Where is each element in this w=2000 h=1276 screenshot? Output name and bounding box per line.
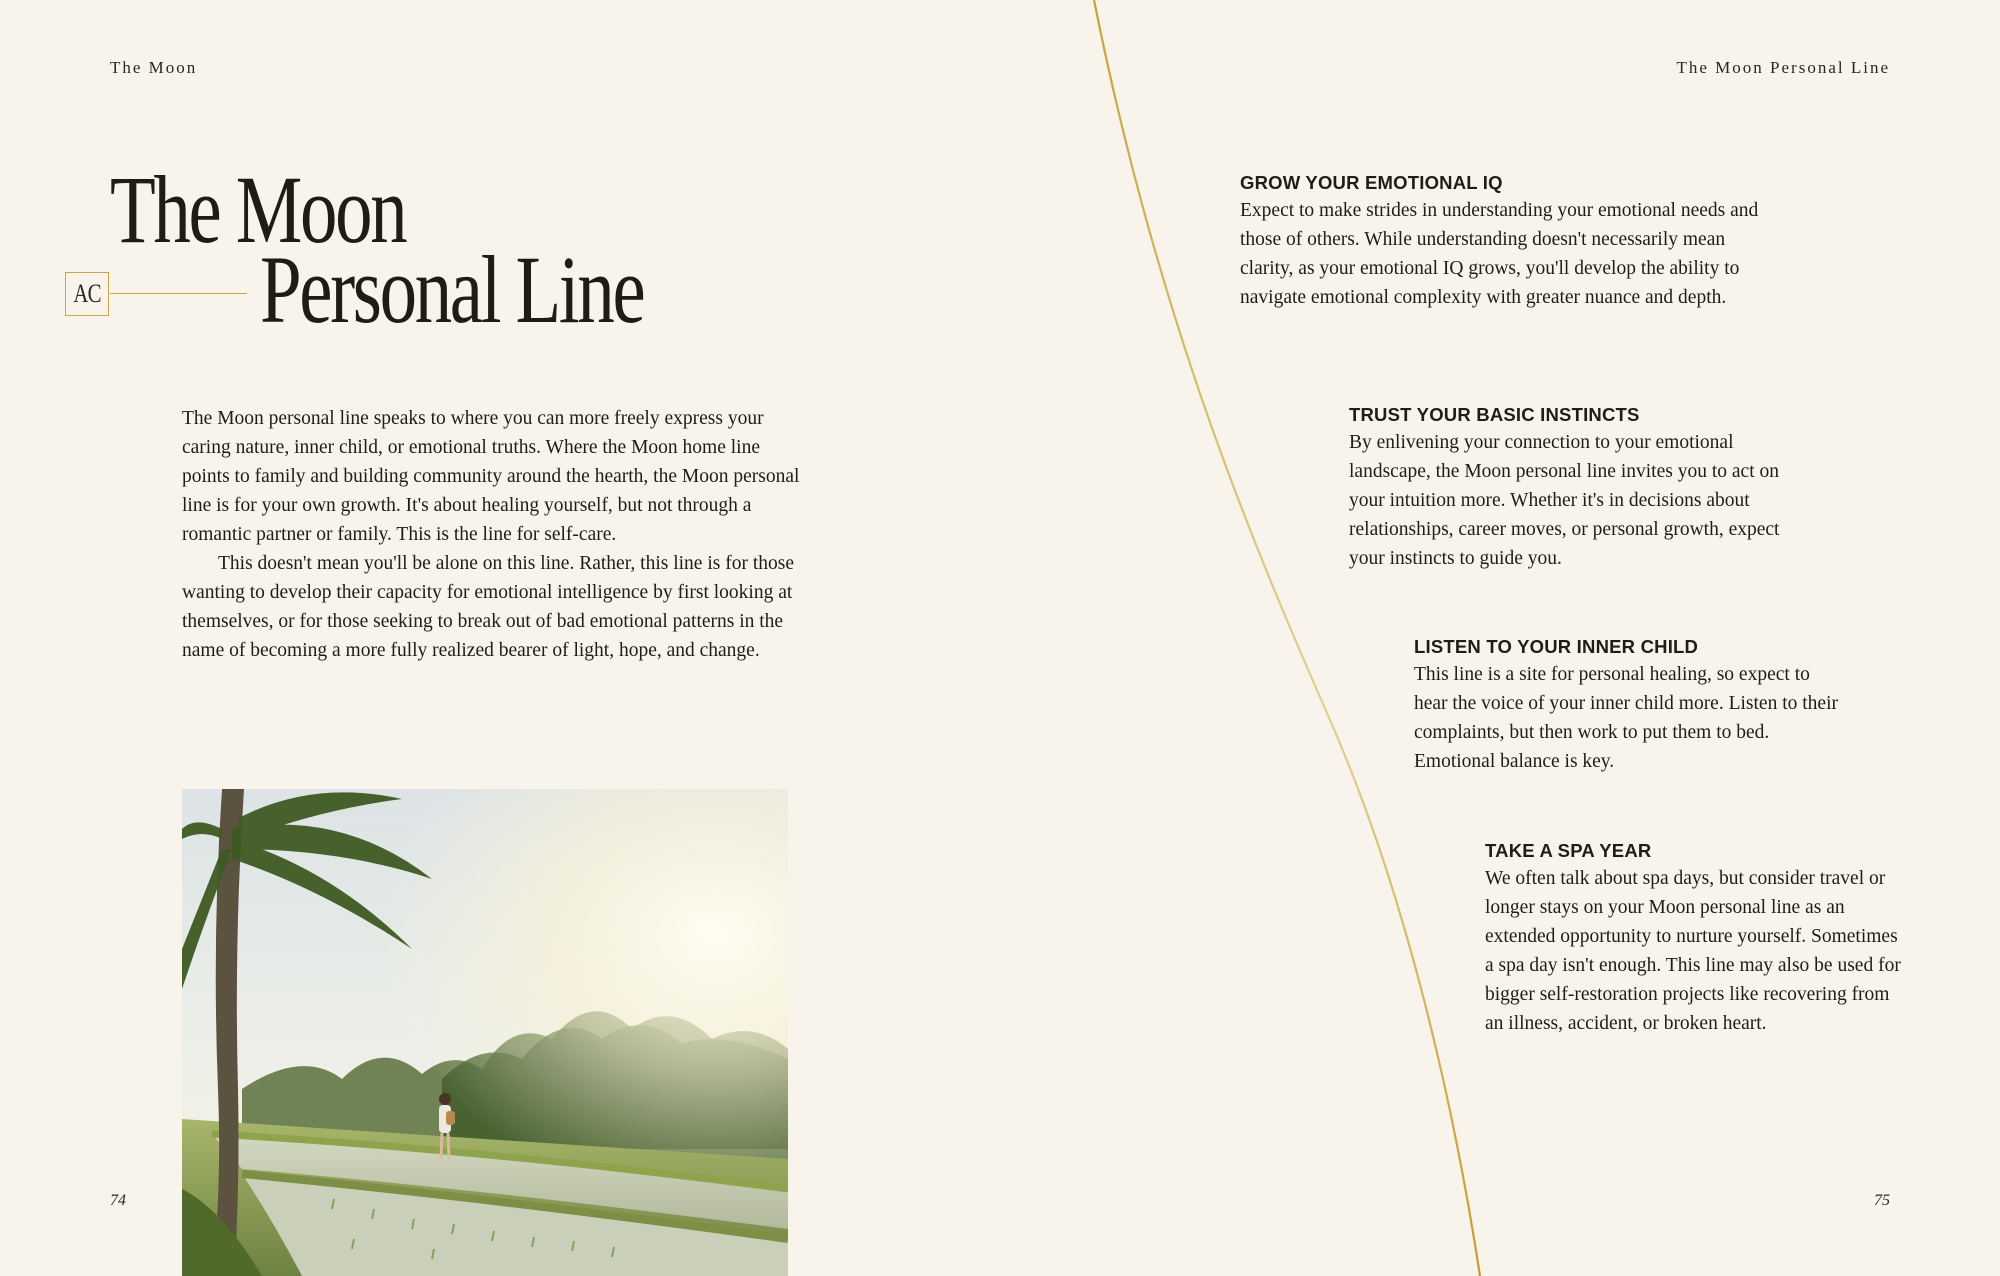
ac-badge-label: AC xyxy=(73,279,101,308)
tip-body: Expect to make strides in understanding your emotional needs and those of others. While understanding doesn't necessarily mean clarity, as your emotional IQ grows, you'll develop the ability to navigate emotional complexity with greater nuance and depth. xyxy=(1240,200,1759,308)
tip-heading: TRUST YOUR BASIC INSTINCTS xyxy=(1349,404,1640,425)
tip-emotional-iq xyxy=(1240,172,1760,312)
title-line-2: Personal Line xyxy=(260,236,644,343)
title-line-1: The Moon xyxy=(110,156,406,263)
ac-connector-rule xyxy=(110,293,247,294)
tip-body: By enlivening your connection to your emotional landscape, the Moon personal line invites you to act on your intuition more. Whether it's in decisions about relationships, career moves, or personal growth, expect your instincts to guide you. xyxy=(1349,432,1780,569)
intro-paragraph-1: The Moon personal line speaks to where you can more freely express your caring nature, inner child, or emotional truths. Where the Moon home line points to family and building community around the hearth, the Moon personal line is for your own growth. It's about healing yourself, but not through a romantic partner or family. This is the line for self-care. xyxy=(182,408,800,545)
left-running-head: The Moon xyxy=(110,58,198,77)
intro-text xyxy=(182,404,802,665)
rice-terrace-photo xyxy=(182,789,788,1276)
intro-paragraph-2: This doesn't mean you'll be alone on this line. Rather, this line is for those wanting to develop their capacity for emotional intelligence by first looking at themselves, or for those seeking to break out of bad emotional patterns in the name of becoming a more fully realized bearer of light, hope, and change. xyxy=(182,553,794,661)
tip-inner-child xyxy=(1414,636,1839,776)
tip-heading: TAKE A SPA YEAR xyxy=(1485,840,1652,861)
tip-body: We often talk about spa days, but consider travel or longer stays on your Moon personal line as an extended opportunity to nurture yourself. Sometimes a spa day isn't enough. This line may also be used for bigger self-restoration projects like recovering from an illness, accident, or broken heart. xyxy=(1485,868,1901,1034)
tip-heading: LISTEN TO YOUR INNER CHILD xyxy=(1414,636,1699,657)
ac-badge xyxy=(65,272,109,316)
left-page-number: 74 xyxy=(110,1192,126,1209)
right-page-number: 75 xyxy=(1874,1192,1890,1209)
tip-basic-instincts xyxy=(1349,404,1819,573)
right-running-head: The Moon Personal Line xyxy=(1676,58,1890,77)
tip-spa-year xyxy=(1485,840,1905,1038)
tip-body: This line is a site for personal healing, so expect to hear the voice of your inner child more. Listen to their complaints, but then work to put them to bed. Emotional balance is key. xyxy=(1414,664,1838,772)
tip-heading: GROW YOUR EMOTIONAL IQ xyxy=(1240,172,1503,193)
